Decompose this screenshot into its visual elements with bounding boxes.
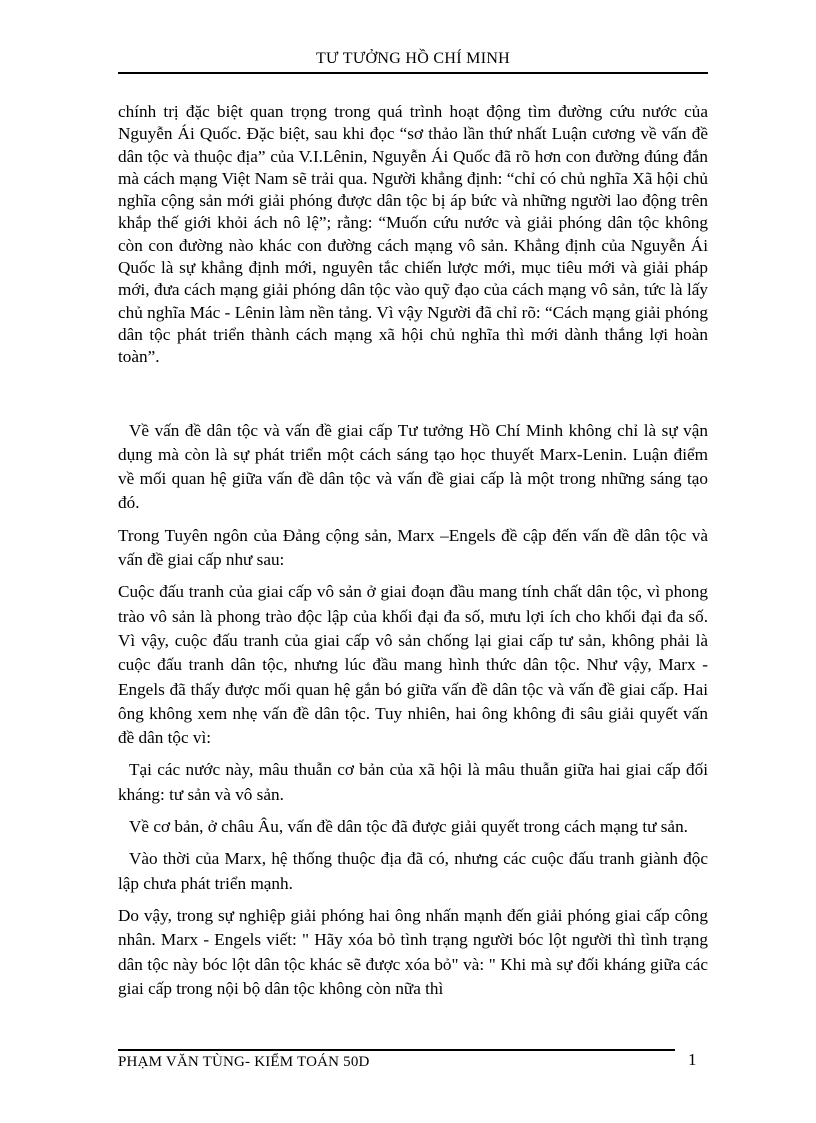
paragraph-7: Vào thời của Marx, hệ thống thuộc địa đã có, nhưng các cuộc đấu tranh giành độc lập chưa phát triển mạnh. xyxy=(118,849,708,893)
header-rule xyxy=(118,72,708,74)
footer-author: PHẠM VĂN TÙNG- KIỂM TOÁN 50D xyxy=(118,1054,370,1070)
paragraph-gap xyxy=(118,369,708,419)
page-number: 1 xyxy=(688,1050,697,1069)
paragraph-gap xyxy=(118,839,708,847)
paragraph-3: Trong Tuyên ngôn của Đảng cộng sản, Marx –Engels đề cập đến vấn đề dân tộc và vấn đề giai cấp như sau: xyxy=(118,525,708,570)
paragraph-8: Do vậy, trong sự nghiệp giải phóng hai ông nhấn mạnh đến giải phóng giai cấp công nhân. Marx - Engels viết: " Hãy xóa bỏ tình trạng người bóc lột người thì tình trạng dân tộc này bóc lột dân tộc khác sẽ được xóa bỏ" và: " Khi mà sự đối kháng giữa các giai cấp trong nội bộ dân tộc không còn nữa thì xyxy=(118,905,708,998)
paragraph-5: Tại các nước này, mâu thuẫn cơ bản của xã hội là mâu thuẫn giữa hai giai cấp đối kháng: tư sản và vô sản. xyxy=(118,760,708,804)
paragraph-1: chính trị đặc biệt quan trọng trong quá trình hoạt động tìm đường cứu nước của Nguyễn Ái Quốc. Đặc biệt, sau khi đọc “sơ thảo lần thứ nhất Luận cương về vấn đề dân tộc và thuộc địa” của V.I.Lênin, Nguyễn Ái Quốc đã rõ hơn con đường đúng đắn mà cách mạng Việt Nam sẽ trải qua. Người khẳng định: “chỉ có chủ nghĩa Xã hội chủ nghĩa cộng sản mới giải phóng được dân tộc bị áp bức và những người lao động trên khắp thế giới khỏi ách nô lệ”; rằng: “Muốn cứu nước và giải phóng dân tộc không còn con đường nào khác con đường cách mạng vô sản. Khẳng định của Nguyễn Ái Quốc là sự khẳng định mới, nguyên tắc chiến lược mới, mục tiêu mới và giải pháp mới, đưa cách mạng giải phóng dân tộc vào quỹ đạo của cách mạng vô sản, tức là lấy chủ nghĩa Mác - Lênin làm nền tảng. Vì vậy Người đã chỉ rõ: “Cách mạng giải phóng dân tộc phát triển thành cách mạng xã hội chủ nghĩa thì mới dành thắng lợi hoàn toàn”. xyxy=(118,102,708,367)
running-header: TƯ TƯỞNG HỒ CHÍ MINH xyxy=(315,50,511,67)
paragraph-6: Về cơ bản, ở châu Âu, vấn đề dân tộc đã được giải quyết trong cách mạng tư sản. xyxy=(129,817,688,837)
paragraph-gap xyxy=(118,516,708,524)
body-text xyxy=(118,101,708,1001)
paragraph-gap xyxy=(118,896,708,904)
paragraph-4: Cuộc đấu tranh của giai cấp vô sản ở giai đoạn đầu mang tính chất dân tộc, vì phong trào vô sản là phong trào độc lập của khối đại đa số, mưu lợi ích cho khối đại đa số. Vì vậy, cuộc đấu tranh của giai cấp vô sản chống lại giai cấp tư sản, không phải là cuộc đấu tranh dân tộc, nhưng lúc đầu mang hình thức dân tộc. Như vậy, Marx - Engels đã thấy được mối quan hệ gắn bó giữa vấn đề dân tộc và vấn đề giai cấp. Hai ông không xem nhẹ vấn đề dân tộc. Tuy nhiên, hai ông không đi sâu giải quyết vấn đề dân tộc vì: xyxy=(118,582,708,748)
footer-rule xyxy=(118,1049,675,1051)
paragraph-gap xyxy=(118,750,708,758)
paragraph-gap xyxy=(118,572,708,580)
paragraph-gap xyxy=(118,807,708,815)
paragraph-2: Về vấn đề dân tộc và vấn đề giai cấp Tư tưởng Hồ Chí Minh không chỉ là sự vận dụng mà còn là sự phát triển một cách sáng tạo học thuyết Marx-Lenin. Luận điểm về mối quan hệ giữa vấn đề dân tộc và vấn đề giai cấp là một trong những sáng tạo đó. xyxy=(118,420,708,513)
